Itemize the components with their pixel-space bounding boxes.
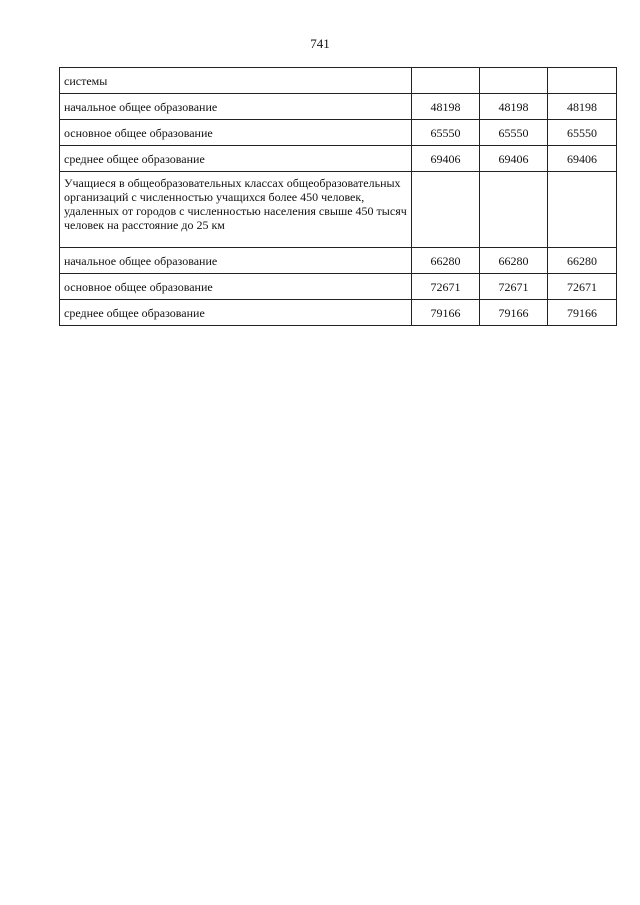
row-value: 48198 xyxy=(480,94,548,120)
row-value: 48198 xyxy=(548,94,617,120)
table-row xyxy=(60,68,617,94)
row-value: 65550 xyxy=(480,120,548,146)
data-table xyxy=(59,67,617,326)
row-value xyxy=(480,172,548,248)
table-row xyxy=(60,172,617,248)
row-value: 79166 xyxy=(548,300,617,326)
row-value: 66280 xyxy=(412,248,480,274)
row-value: 72671 xyxy=(480,274,548,300)
row-label: начальное общее образование xyxy=(60,94,412,120)
row-label: среднее общее образование xyxy=(60,146,412,172)
row-value xyxy=(412,172,480,248)
row-value xyxy=(412,68,480,94)
row-value: 66280 xyxy=(480,248,548,274)
row-value: 72671 xyxy=(412,274,480,300)
row-label: системы xyxy=(60,68,412,94)
row-label: среднее общее образование xyxy=(60,300,412,326)
row-value xyxy=(548,68,617,94)
table-row xyxy=(60,274,617,300)
row-value: 79166 xyxy=(480,300,548,326)
row-value: 72671 xyxy=(548,274,617,300)
row-value: 65550 xyxy=(548,120,617,146)
page-number: 741 xyxy=(310,36,330,51)
row-label: начальное общее образование xyxy=(60,248,412,274)
table-row xyxy=(60,248,617,274)
row-value: 79166 xyxy=(412,300,480,326)
table-row xyxy=(60,300,617,326)
row-value xyxy=(548,172,617,248)
table-row xyxy=(60,94,617,120)
row-value: 69406 xyxy=(480,146,548,172)
row-value: 69406 xyxy=(548,146,617,172)
row-value xyxy=(480,68,548,94)
row-label: основное общее образование xyxy=(60,120,412,146)
row-label: основное общее образование xyxy=(60,274,412,300)
row-value: 69406 xyxy=(412,146,480,172)
row-value: 65550 xyxy=(412,120,480,146)
row-value: 66280 xyxy=(548,248,617,274)
row-value: 48198 xyxy=(412,94,480,120)
table-row xyxy=(60,146,617,172)
table-row xyxy=(60,120,617,146)
row-label: Учащиеся в общеобразовательных классах общеобразовательных организаций с численностью учащихся более 450 человек, удаленных от городов с численностью населения свыше 450 тысяч человек на расстояние до 25 км xyxy=(60,172,412,248)
